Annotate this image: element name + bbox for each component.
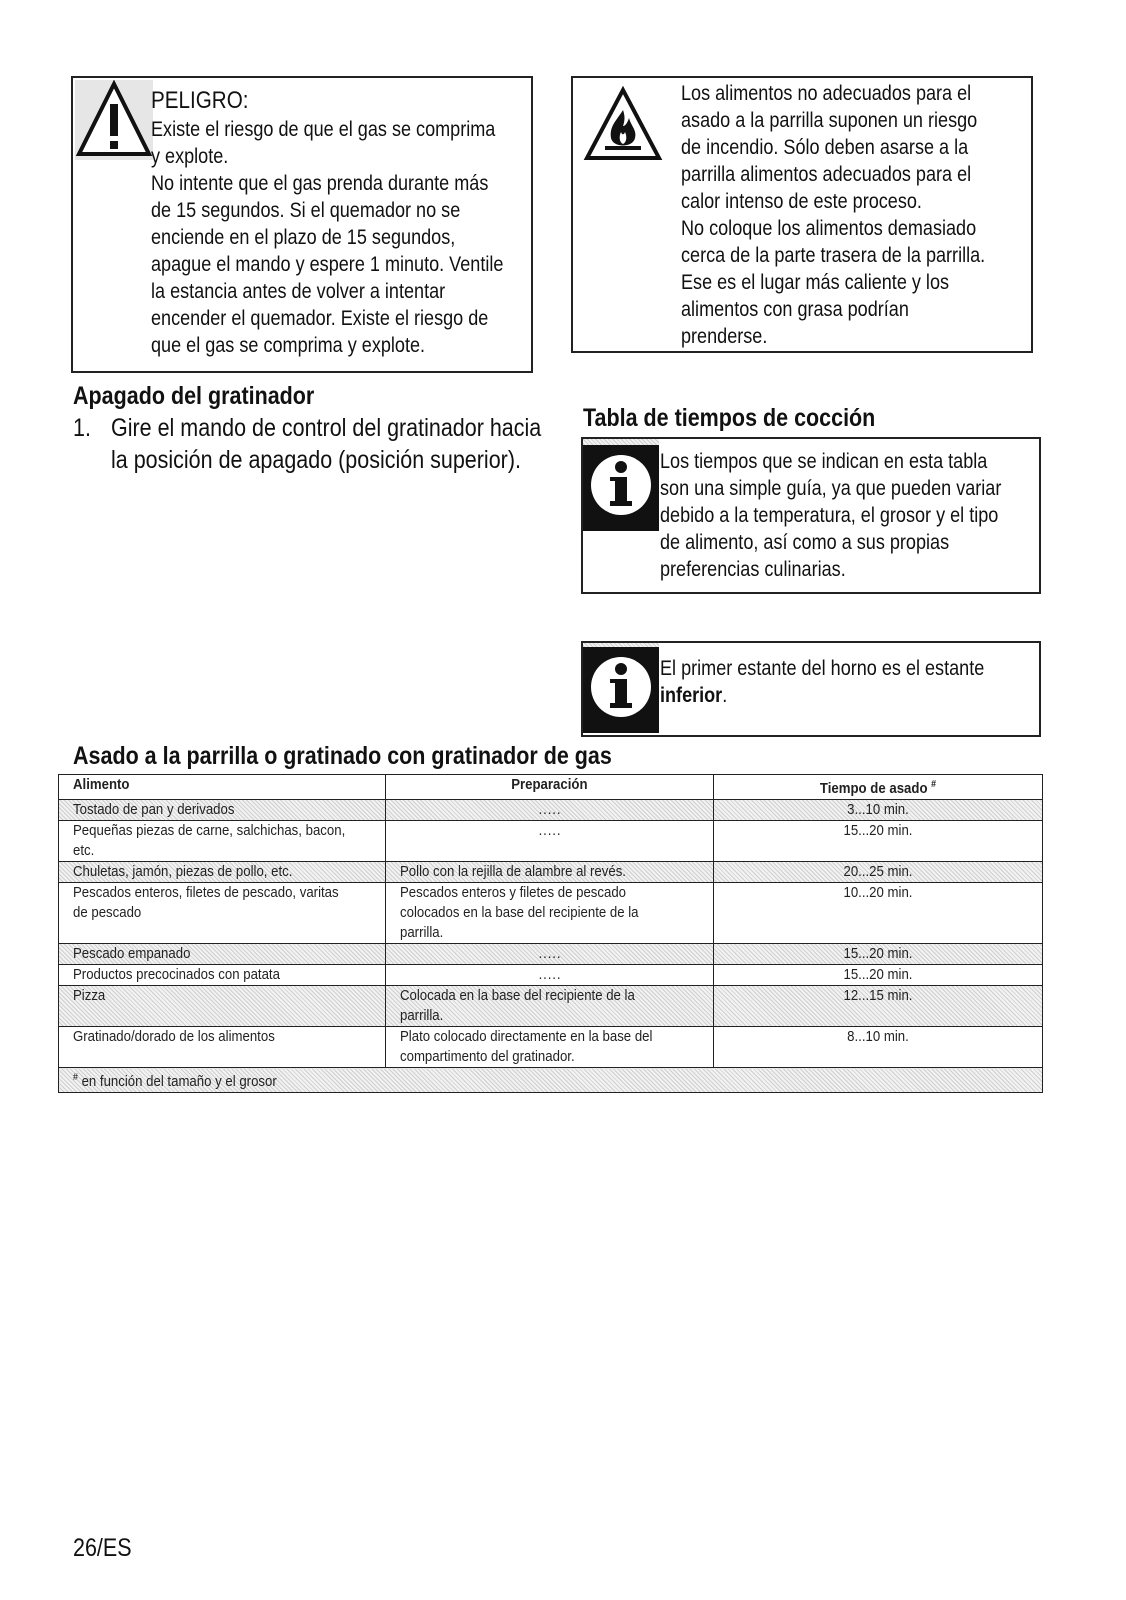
fire-line: No coloque los alimentos demasiado — [681, 217, 977, 240]
column-header: Tiempo de asado # — [714, 775, 1043, 800]
info-shelf-text — [660, 655, 1037, 709]
info-line: Los tiempos que se indican en esta tabla — [660, 450, 988, 473]
table-row — [59, 944, 1043, 965]
info-times-text — [660, 448, 1057, 583]
asado-heading: Asado a la parrilla o gratinado con gratinador de gas — [73, 742, 612, 770]
info-shelf-end: . — [722, 684, 728, 707]
cell-food: Chuletas, jamón, piezas de pollo, etc. — [59, 862, 386, 883]
fire-line: Los alimentos no adecuados para el — [681, 82, 972, 105]
table-footnote: # en función del tamaño y el grosor — [59, 1068, 1043, 1093]
cell-time: 15...20 min. — [714, 944, 1043, 965]
info-box-times — [581, 437, 1041, 594]
step-number: 1. — [73, 414, 91, 442]
step-line: la posición de apagado (posición superior). — [111, 446, 521, 474]
fire-line: cerca de la parte trasera de la parrilla. — [681, 244, 986, 267]
fire-line: prenderse. — [681, 325, 768, 348]
fire-warning-box — [571, 76, 1033, 353]
fire-line: calor intenso de este proceso. — [681, 190, 922, 213]
page-number: 26/ES — [73, 1534, 132, 1562]
info-shelf-line: El primer estante del horno es el estante — [660, 657, 985, 680]
danger-line: encender el quemador. Existe el riesgo de — [151, 307, 489, 330]
info-line: de alimento, así como a sus propias — [660, 531, 950, 554]
fire-line: Ese es el lugar más caliente y los — [681, 271, 950, 294]
table-row — [59, 986, 1043, 1027]
danger-line: la estancia antes de volver a intentar — [151, 280, 446, 303]
cell-time: 15...20 min. — [714, 821, 1043, 862]
table-header-row — [59, 775, 1043, 800]
danger-box — [71, 76, 533, 373]
info-line: son una simple guía, ya que pueden variar — [660, 477, 1002, 500]
fire-line: alimentos con grasa podrían — [681, 298, 909, 321]
table-row — [59, 862, 1043, 883]
step-line: Gire el mando de control del gratinador hacia — [111, 414, 542, 442]
danger-line: apague el mando y espere 1 minuto. Ventile — [151, 253, 504, 276]
fire-warning-icon — [583, 86, 663, 162]
cell-food: Pizza — [59, 986, 386, 1027]
table-row — [59, 883, 1043, 944]
danger-line: No intente que el gas prenda durante más — [151, 172, 489, 195]
fire-warning-text — [681, 80, 1035, 350]
cell-preparation: ..... — [386, 944, 714, 965]
cell-preparation: ..... — [386, 821, 714, 862]
cell-preparation: ..... — [386, 800, 714, 821]
fire-line: asado a la parrilla suponen un riesgo — [681, 109, 978, 132]
cell-time: 12...15 min. — [714, 986, 1043, 1027]
cell-time: 3...10 min. — [714, 800, 1043, 821]
info-line: preferencias culinarias. — [660, 558, 846, 581]
table-row — [59, 800, 1043, 821]
info-icon — [583, 445, 659, 531]
cell-food: Gratinado/dorado de los alimentos — [59, 1027, 386, 1068]
cell-time: 15...20 min. — [714, 965, 1043, 986]
danger-line: y explote. — [151, 145, 229, 168]
info-shelf-bold: inferior — [660, 684, 723, 707]
table-row — [59, 965, 1043, 986]
cell-preparation: Pescados enteros y filetes de pescado colocados en la base del recipiente de la parrilla. — [386, 883, 714, 944]
danger-line: enciende en el plazo de 15 segundos, — [151, 226, 456, 249]
cell-time: 10...20 min. — [714, 883, 1043, 944]
table-footnote-row — [59, 1068, 1043, 1093]
info-shelf-line2 — [660, 682, 984, 709]
cell-time: 20...25 min. — [714, 862, 1043, 883]
cell-food: Pequeñas piezas de carne, salchichas, bacon, etc. — [59, 821, 386, 862]
cell-preparation: ..... — [386, 965, 714, 986]
danger-title: PELIGRO: — [151, 87, 249, 114]
warning-triangle-icon — [75, 80, 153, 160]
table-row — [59, 821, 1043, 862]
tabla-heading: Tabla de tiempos de cocción — [583, 404, 876, 432]
cell-food: Productos precocinados con patata — [59, 965, 386, 986]
cell-food: Tostado de pan y derivados — [59, 800, 386, 821]
cell-food: Pescado empanado — [59, 944, 386, 965]
danger-line: de 15 segundos. Si el quemador no se — [151, 199, 461, 222]
column-header: Preparación — [386, 775, 714, 800]
fire-line: parrilla alimentos adecuados para el — [681, 163, 972, 186]
danger-line: Existe el riesgo de que el gas se comprima — [151, 118, 496, 141]
grill-times-table — [58, 774, 1043, 1093]
danger-text — [151, 116, 561, 359]
column-header: Alimento — [59, 775, 386, 800]
apagado-heading: Apagado del gratinador — [73, 382, 315, 410]
fire-line: de incendio. Sólo deben asarse a la — [681, 136, 969, 159]
info-box-shelf — [581, 641, 1041, 737]
danger-line: que el gas se comprima y explote. — [151, 334, 426, 357]
cell-time: 8...10 min. — [714, 1027, 1043, 1068]
table-row — [59, 1027, 1043, 1068]
cell-preparation: Pollo con la rejilla de alambre al revés. — [386, 862, 714, 883]
cell-preparation: Colocada en la base del recipiente de la parrilla. — [386, 986, 714, 1027]
info-icon — [583, 647, 659, 733]
cell-food: Pescados enteros, filetes de pescado, varitas de pescado — [59, 883, 386, 944]
info-line: debido a la temperatura, el grosor y el tipo — [660, 504, 999, 527]
cell-preparation: Plato colocado directamente en la base del compartimento del gratinador. — [386, 1027, 714, 1068]
